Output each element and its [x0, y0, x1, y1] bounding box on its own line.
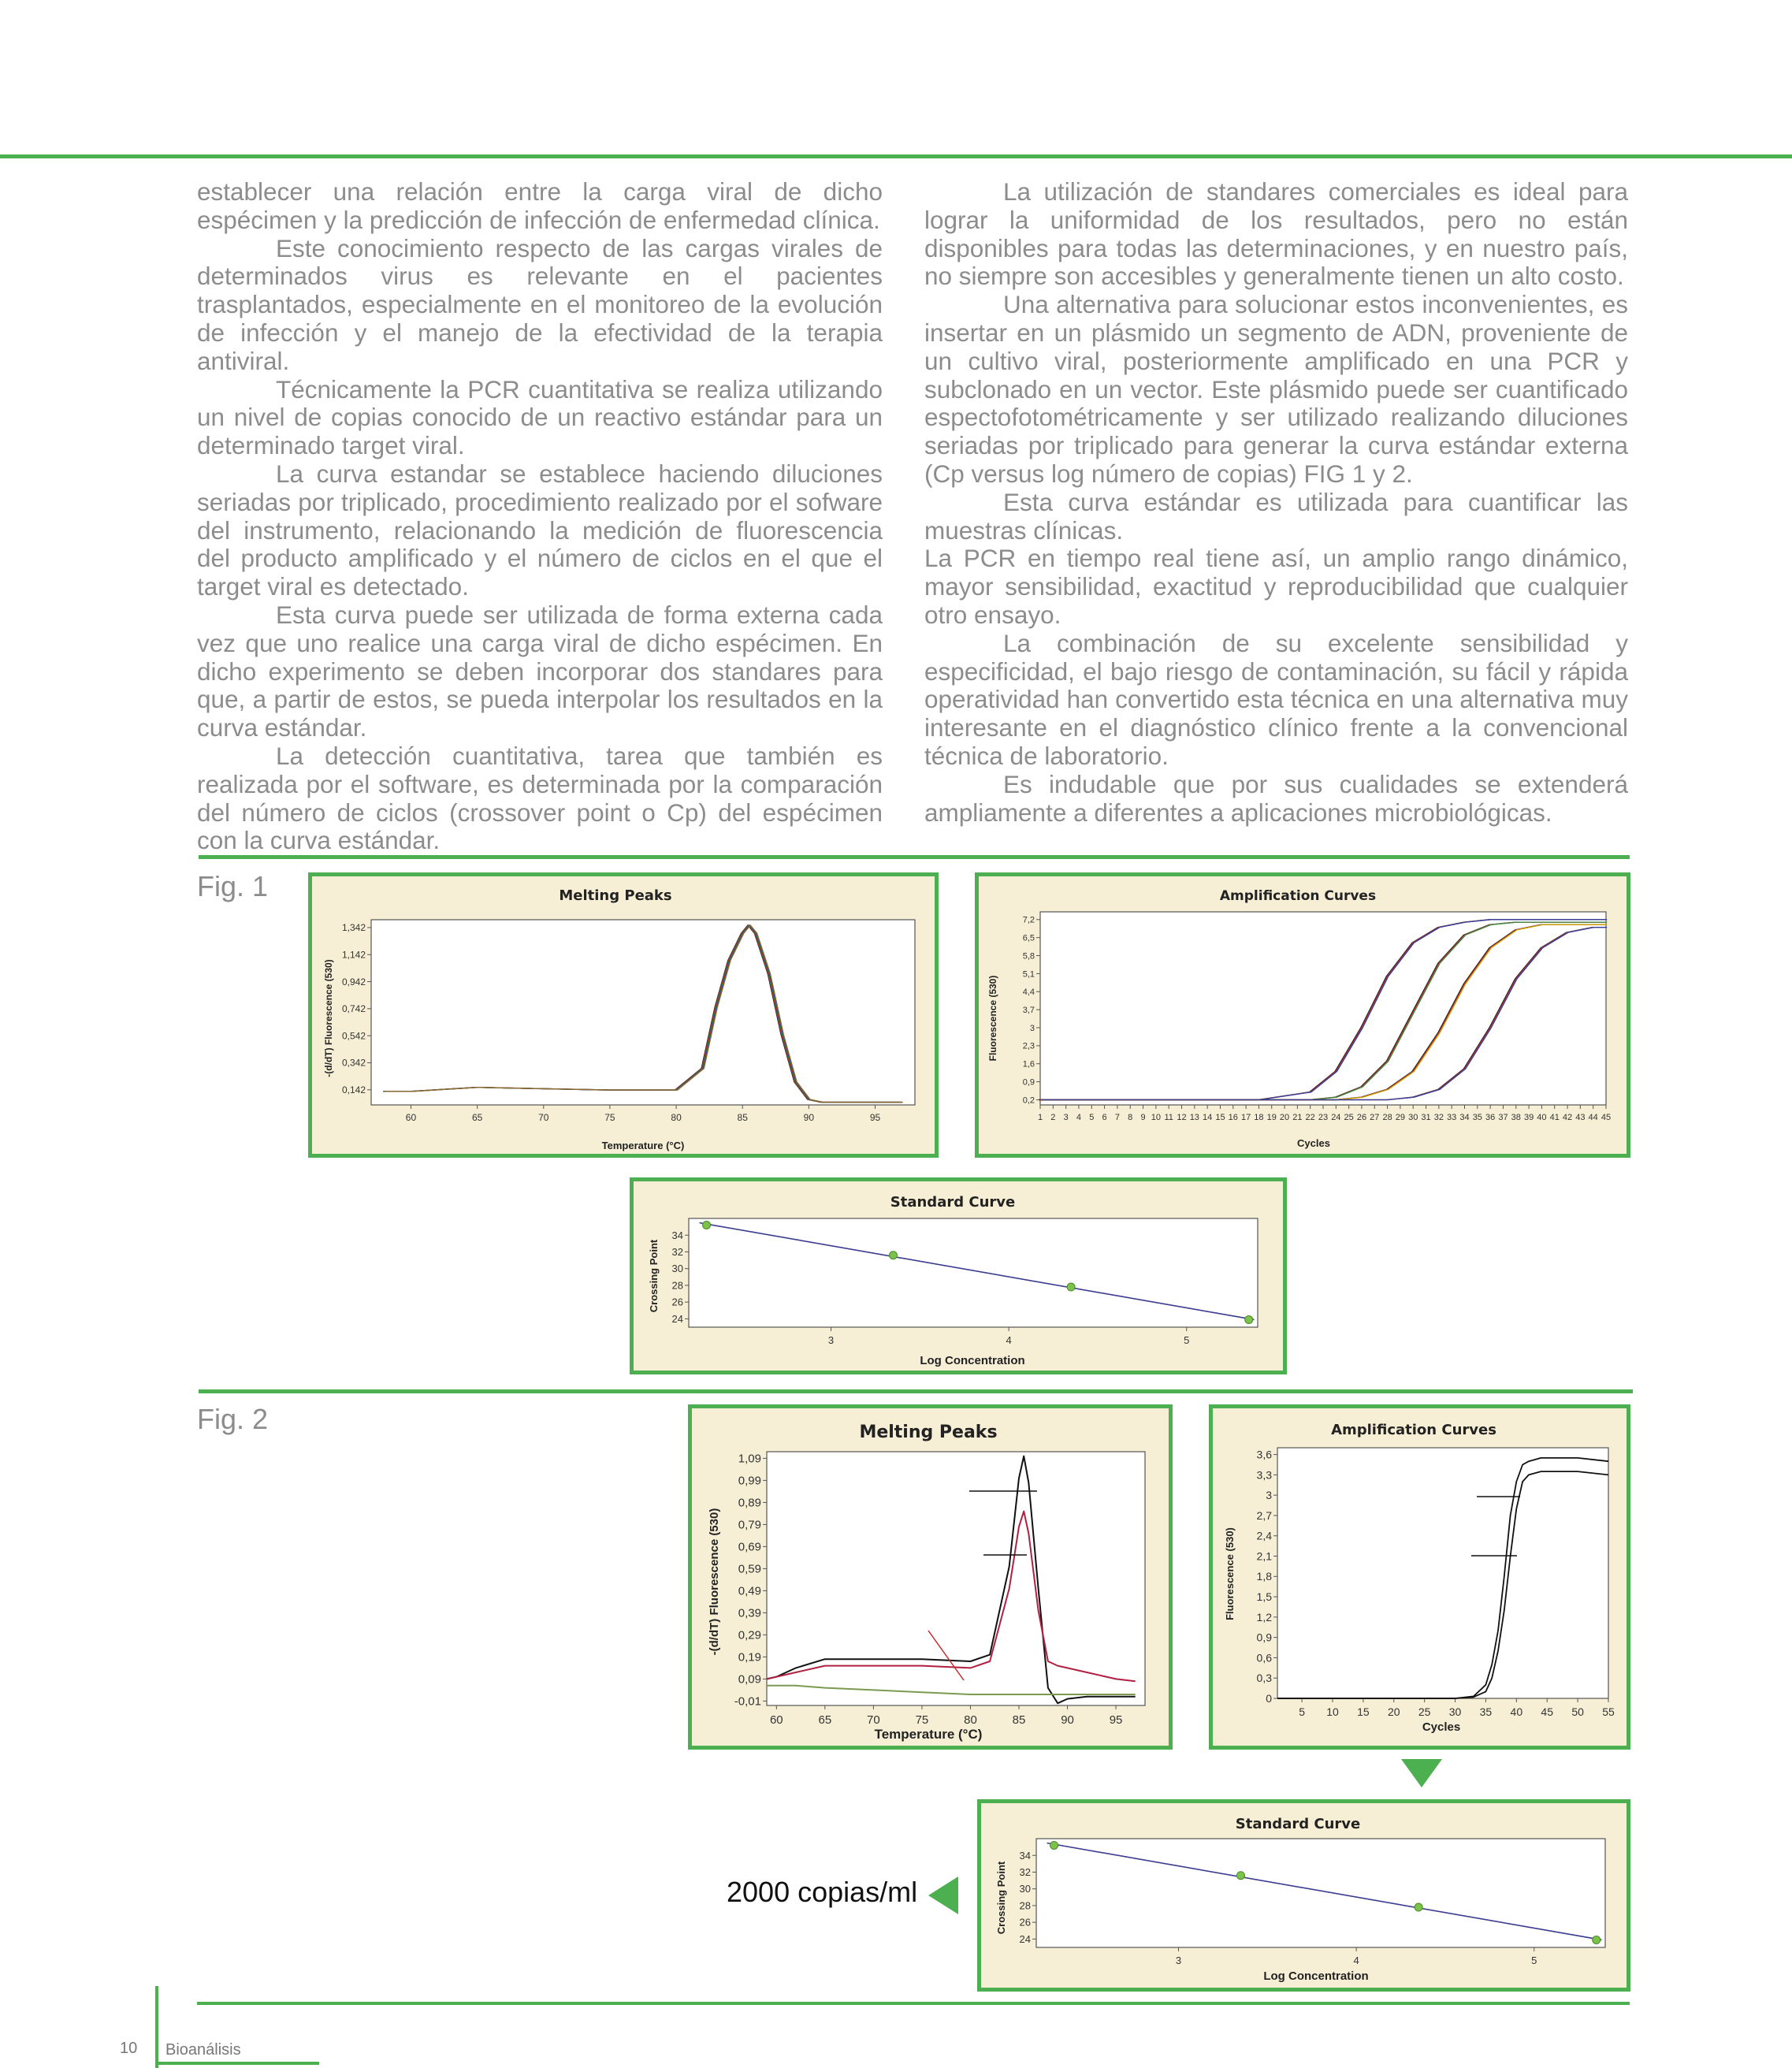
x-tick-label: 20 [1387, 1705, 1400, 1718]
x-tick-label: 39 [1523, 1113, 1534, 1122]
x-tick-label: 80 [964, 1713, 977, 1727]
x-tick-label: 5 [1184, 1334, 1190, 1346]
y-tick-label: 0,19 [738, 1650, 761, 1664]
x-tick-label: 43 [1575, 1113, 1586, 1122]
y-tick-label: 2,4 [1256, 1529, 1272, 1542]
fig2-label: Fig. 2 [197, 1403, 269, 1435]
x-tick-label: 50 [1571, 1705, 1584, 1718]
x-tick-label: 37 [1498, 1113, 1508, 1122]
plot-area [1277, 1448, 1608, 1698]
x-axis-label: Log Concentration [920, 1354, 1025, 1367]
x-tick-label: 20 [1279, 1113, 1290, 1122]
y-tick-label: 0,99 [738, 1474, 761, 1488]
y-tick-label: 30 [1019, 1883, 1031, 1895]
y-tick-label: 0 [1266, 1691, 1272, 1705]
y-tick-label: 32 [671, 1246, 683, 1259]
arrow-left-icon [928, 1876, 958, 1914]
plot-area [1036, 1839, 1605, 1947]
plot-area [1040, 912, 1606, 1105]
y-tick-label: 5,8 [1022, 951, 1035, 961]
x-tick-label: 6 [1102, 1113, 1107, 1122]
x-tick-label: 15 [1215, 1113, 1225, 1122]
chart-title: Amplification Curves [1331, 1422, 1496, 1438]
y-tick-label: 1,09 [738, 1452, 761, 1466]
x-tick-label: 24 [1331, 1113, 1341, 1122]
y-tick-label: 1,342 [341, 922, 366, 934]
fig2-amplification-panel [1209, 1404, 1630, 1750]
x-tick-label: 29 [1395, 1113, 1406, 1122]
x-tick-label: 70 [867, 1713, 880, 1727]
y-tick-label: -0,01 [734, 1694, 761, 1709]
y-tick-label: 3,3 [1256, 1468, 1272, 1482]
y-tick-label: 5,1 [1022, 969, 1035, 980]
y-tick-label: 0,89 [738, 1496, 761, 1510]
paragraph: La utilización de standares comerciales es ideal para lograr la uniformidad de los resultados, pero no están disponibles para todas las determinaciones, y en nuestro país, no siempre son accesibles y generalmente tienen un alto costo. [924, 177, 1628, 291]
x-tick-label: 3 [1175, 1955, 1182, 1966]
x-axis-label: Cycles [1422, 1720, 1461, 1734]
top-rule [0, 154, 1792, 158]
y-tick-label: 3 [1266, 1489, 1272, 1502]
data-point [889, 1252, 897, 1259]
chart-title: Melting Peaks [559, 887, 672, 904]
x-tick-label: 8 [1128, 1113, 1133, 1122]
x-tick-label: 34 [1459, 1113, 1470, 1122]
y-tick-label: 2,1 [1256, 1549, 1272, 1563]
y-tick-label: 7,2 [1022, 915, 1035, 925]
x-tick-label: 15 [1357, 1705, 1370, 1718]
x-tick-label: 40 [1537, 1113, 1547, 1122]
y-tick-label: 0,542 [341, 1030, 366, 1042]
data-point [1050, 1841, 1058, 1849]
fig1-melting-chart [312, 876, 935, 1154]
y-tick-label: 0,342 [341, 1057, 366, 1069]
paragraph: Este conocimiento respecto de las cargas virales de determinados virus es relevante en el pacientes trasplantados, especialmente en el monitoreo de la evolución de infección y el manejo de la efectividad de la terapia antiviral. [197, 233, 883, 375]
y-tick-label: 28 [671, 1279, 683, 1292]
x-tick-label: 10 [1151, 1113, 1161, 1122]
y-tick-label: 3,7 [1022, 1005, 1035, 1015]
y-tick-label: 26 [1019, 1916, 1031, 1929]
y-tick-label: 3 [1029, 1023, 1035, 1033]
x-tick-label: 60 [769, 1713, 783, 1727]
paragraph: Una alternativa para solucionar estos inconvenientes, es insertar en un plásmido un segmento de ADN, proveniente de un cultivo viral, posteriormente amplificado en una PCR y subclonado en un vector. Este plásmido puede ser cuantificado espectofotométricamente y ser utilizado realizando diluciones seriadas por triplicado para generar la curva estándar externa (Cp versus log número de copias) FIG 1 y 2. [924, 290, 1628, 488]
fig2-standard-chart [981, 1803, 1627, 1988]
paragraph: Esta curva puede ser utilizada de forma externa cada vez que uno realice una carga viral de dicho espécimen. En dicho experimento se deben incorporar dos standares para que, a partir de estos, se pueda interpolar los resultados en la curva estándar. [197, 600, 883, 742]
x-tick-label: 4 [1006, 1334, 1012, 1346]
x-tick-label: 55 [1602, 1705, 1615, 1718]
y-tick-label: 0,79 [738, 1518, 761, 1532]
y-tick-label: 34 [1019, 1849, 1031, 1862]
y-tick-label: 32 [1019, 1866, 1031, 1879]
data-point [703, 1221, 711, 1229]
data-point [1415, 1903, 1422, 1911]
fig1-standard-panel [630, 1177, 1287, 1374]
x-tick-label: 18 [1254, 1113, 1264, 1122]
x-tick-label: 9 [1140, 1113, 1146, 1122]
x-tick-label: 5 [1089, 1113, 1095, 1122]
paragraph: Técnicamente la PCR cuantitativa se realiza utilizando un nivel de copias conocido de un reactivo estándar para un determinado target viral. [197, 374, 883, 460]
fig2-standard-panel [977, 1799, 1630, 1992]
x-tick-label: 45 [1541, 1705, 1554, 1718]
bottom-rule [197, 2002, 1630, 2005]
x-axis-label: Temperature (°C) [601, 1140, 685, 1151]
paragraph: La curva estandar se establece haciendo diluciones seriadas por triplicado, procedimiento realizado por el sofware del instrumento, relacionando la medición de fluorescencia del producto amplificado y el número de ciclos en el que el target viral es detectado. [197, 459, 883, 601]
y-tick-label: 1,6 [1022, 1059, 1035, 1069]
y-tick-label: 1,5 [1256, 1590, 1272, 1603]
x-tick-label: 38 [1511, 1113, 1521, 1122]
paragraph: Esta curva estándar es utilizada para cuantificar las muestras clínicas. [924, 487, 1628, 545]
y-tick-label: 0,9 [1256, 1631, 1272, 1644]
y-tick-label: 1,2 [1256, 1610, 1272, 1624]
footer-title: Bioanálisis [165, 2041, 241, 2059]
fig2-melting-chart [692, 1408, 1169, 1746]
x-tick-label: 80 [671, 1112, 682, 1123]
data-point [1236, 1872, 1244, 1880]
x-tick-label: 13 [1189, 1113, 1199, 1122]
y-tick-label: 24 [671, 1312, 683, 1325]
y-tick-label: 0,09 [738, 1672, 761, 1687]
x-tick-label: 10 [1326, 1705, 1339, 1718]
right-column [924, 178, 1628, 827]
x-tick-label: 5 [1531, 1955, 1537, 1966]
footer-vertical-rule [155, 1986, 158, 2068]
x-tick-label: 17 [1240, 1113, 1251, 1122]
x-axis-label: Cycles [1297, 1137, 1330, 1149]
x-axis-label: Log Concentration [1263, 1969, 1369, 1983]
section-rule [199, 855, 1630, 859]
y-tick-label: 1,8 [1256, 1570, 1272, 1583]
fig1-standard-chart [634, 1181, 1283, 1371]
x-tick-label: 30 [1448, 1705, 1462, 1718]
x-tick-label: 85 [737, 1112, 748, 1123]
x-tick-label: 35 [1472, 1113, 1482, 1122]
y-tick-label: 0,6 [1256, 1651, 1272, 1664]
y-tick-label: 3,6 [1256, 1448, 1272, 1461]
y-tick-label: 4,4 [1022, 988, 1035, 998]
y-tick-label: 0,49 [738, 1584, 761, 1598]
y-tick-label: 1,142 [341, 949, 366, 961]
x-tick-label: 22 [1305, 1113, 1315, 1122]
x-tick-label: 70 [538, 1112, 549, 1123]
y-tick-label: 0,59 [738, 1562, 761, 1576]
x-tick-label: 44 [1588, 1113, 1598, 1122]
x-tick-label: 19 [1266, 1113, 1277, 1122]
y-tick-label: 0,3 [1256, 1672, 1272, 1685]
paragraph: La detección cuantitativa, tarea que también es realizada por el software, es determinada por la comparación del número de ciclos (crossover point o Cp) del espécimen con la curva estándar. [197, 741, 883, 855]
x-tick-label: 65 [818, 1713, 832, 1727]
x-tick-label: 11 [1164, 1113, 1173, 1122]
x-tick-label: 3 [827, 1334, 835, 1346]
y-tick-label: 2,3 [1022, 1041, 1035, 1051]
x-tick-label: 3 [1063, 1113, 1069, 1122]
y-axis-label: Crossing Point [648, 1239, 660, 1313]
x-tick-label: 90 [803, 1112, 815, 1123]
y-tick-label: 2,7 [1256, 1508, 1272, 1522]
arrow-down-icon [1401, 1759, 1442, 1789]
x-tick-label: 40 [1510, 1705, 1523, 1718]
x-tick-label: 14 [1203, 1113, 1213, 1122]
x-tick-label: 12 [1177, 1113, 1187, 1122]
chart-title: Amplification Curves [1219, 888, 1377, 904]
x-tick-label: 85 [1012, 1713, 1026, 1727]
x-tick-label: 25 [1418, 1705, 1431, 1718]
x-tick-label: 42 [1562, 1113, 1573, 1122]
y-tick-label: 0,69 [738, 1540, 761, 1554]
x-tick-label: 45 [1601, 1113, 1612, 1122]
y-tick-label: 6,5 [1022, 933, 1035, 943]
section-rule [199, 1389, 1633, 1393]
plot-area [371, 920, 915, 1105]
y-tick-label: 0,9 [1022, 1077, 1035, 1088]
fig1-label: Fig. 1 [197, 870, 269, 902]
x-tick-label: 90 [1061, 1713, 1074, 1727]
paragraph: La PCR en tiempo real tiene así, un amplio rango dinámico, mayor sensibilidad, exactitud y reproducibilidad que cualquier otro ensayo. [924, 544, 1628, 629]
y-axis-label: Fluorescence (530) [1224, 1527, 1236, 1620]
fig1-amplification-chart [979, 876, 1627, 1154]
x-tick-label: 31 [1421, 1113, 1431, 1122]
x-tick-label: 27 [1370, 1113, 1380, 1122]
data-point [1067, 1283, 1075, 1291]
fig2-melting-panel [688, 1404, 1173, 1750]
x-tick-label: 23 [1318, 1113, 1329, 1122]
y-axis-label: -(d/dT) Fluorescence (530) [708, 1508, 721, 1656]
x-tick-label: 75 [604, 1112, 615, 1123]
x-tick-label: 41 [1549, 1113, 1560, 1122]
chart-title: Standard Curve [890, 1194, 1016, 1211]
y-tick-label: 0,2 [1022, 1095, 1035, 1106]
paragraph: La combinación de su excelente sensibilidad y especificidad, el bajo riesgo de contaminación, su fácil y rápida operatividad han convertido esta técnica en una alternativa muy interesante en el diagnóstico clínico frente a la convencional técnica de laboratorio. [924, 628, 1628, 770]
x-tick-label: 1 [1037, 1113, 1043, 1122]
x-tick-label: 32 [1433, 1113, 1444, 1122]
paragraph: establecer una relación entre la carga viral de dicho espécimen y la predicción de infección de enfermedad clínica. [197, 177, 883, 234]
x-tick-label: 28 [1382, 1113, 1392, 1122]
plot-area [689, 1218, 1258, 1327]
x-tick-label: 33 [1447, 1113, 1457, 1122]
x-tick-label: 4 [1353, 1955, 1359, 1966]
y-tick-label: 0,942 [341, 976, 366, 988]
y-tick-label: 0,742 [341, 1003, 366, 1015]
data-point [1593, 1936, 1601, 1943]
y-axis-label: Fluorescence (530) [987, 975, 998, 1062]
x-tick-label: 7 [1114, 1113, 1120, 1122]
fig1-amplification-panel [975, 872, 1630, 1158]
x-tick-label: 60 [405, 1112, 417, 1123]
x-tick-label: 16 [1228, 1113, 1238, 1122]
x-tick-label: 65 [471, 1112, 483, 1123]
x-tick-label: 95 [869, 1112, 881, 1123]
x-tick-label: 25 [1344, 1113, 1354, 1122]
fig2-amplification-chart [1213, 1408, 1627, 1746]
x-tick-label: 5 [1299, 1705, 1306, 1718]
x-tick-label: 4 [1076, 1113, 1082, 1122]
x-axis-label: Temperature (°C) [874, 1727, 983, 1742]
y-axis-label: Crossing Point [995, 1861, 1007, 1935]
page-number: 10 [120, 2040, 138, 2057]
footer-rule [155, 2062, 319, 2065]
y-tick-label: 30 [671, 1263, 683, 1275]
x-tick-label: 35 [1479, 1705, 1493, 1718]
x-tick-label: 26 [1356, 1113, 1367, 1122]
y-axis-label: -(d/dT) Fluorescence (530) [323, 959, 334, 1077]
x-tick-label: 21 [1292, 1113, 1303, 1122]
x-tick-label: 36 [1485, 1113, 1496, 1122]
paragraph: Es indudable que por sus cualidades se extenderá ampliamente a diferentes a aplicaciones microbiológicas. [924, 769, 1628, 827]
y-tick-label: 24 [1019, 1932, 1031, 1945]
y-tick-label: 28 [1019, 1899, 1031, 1912]
y-tick-label: 0,29 [738, 1628, 761, 1642]
x-tick-label: 2 [1050, 1113, 1056, 1122]
x-tick-label: 75 [915, 1713, 929, 1727]
data-point [1245, 1315, 1253, 1323]
fig1-melting-panel [308, 872, 939, 1158]
y-tick-label: 34 [671, 1229, 683, 1241]
y-tick-label: 0,142 [341, 1084, 366, 1095]
y-tick-label: 0,39 [738, 1606, 761, 1620]
x-tick-label: 95 [1109, 1713, 1123, 1727]
y-tick-label: 26 [671, 1296, 683, 1308]
x-tick-label: 30 [1408, 1113, 1418, 1122]
result-label: 2000 copias/ml [727, 1876, 918, 1908]
chart-title: Melting Peaks [859, 1423, 998, 1442]
chart-title: Standard Curve [1235, 1816, 1361, 1832]
left-column [197, 178, 883, 855]
